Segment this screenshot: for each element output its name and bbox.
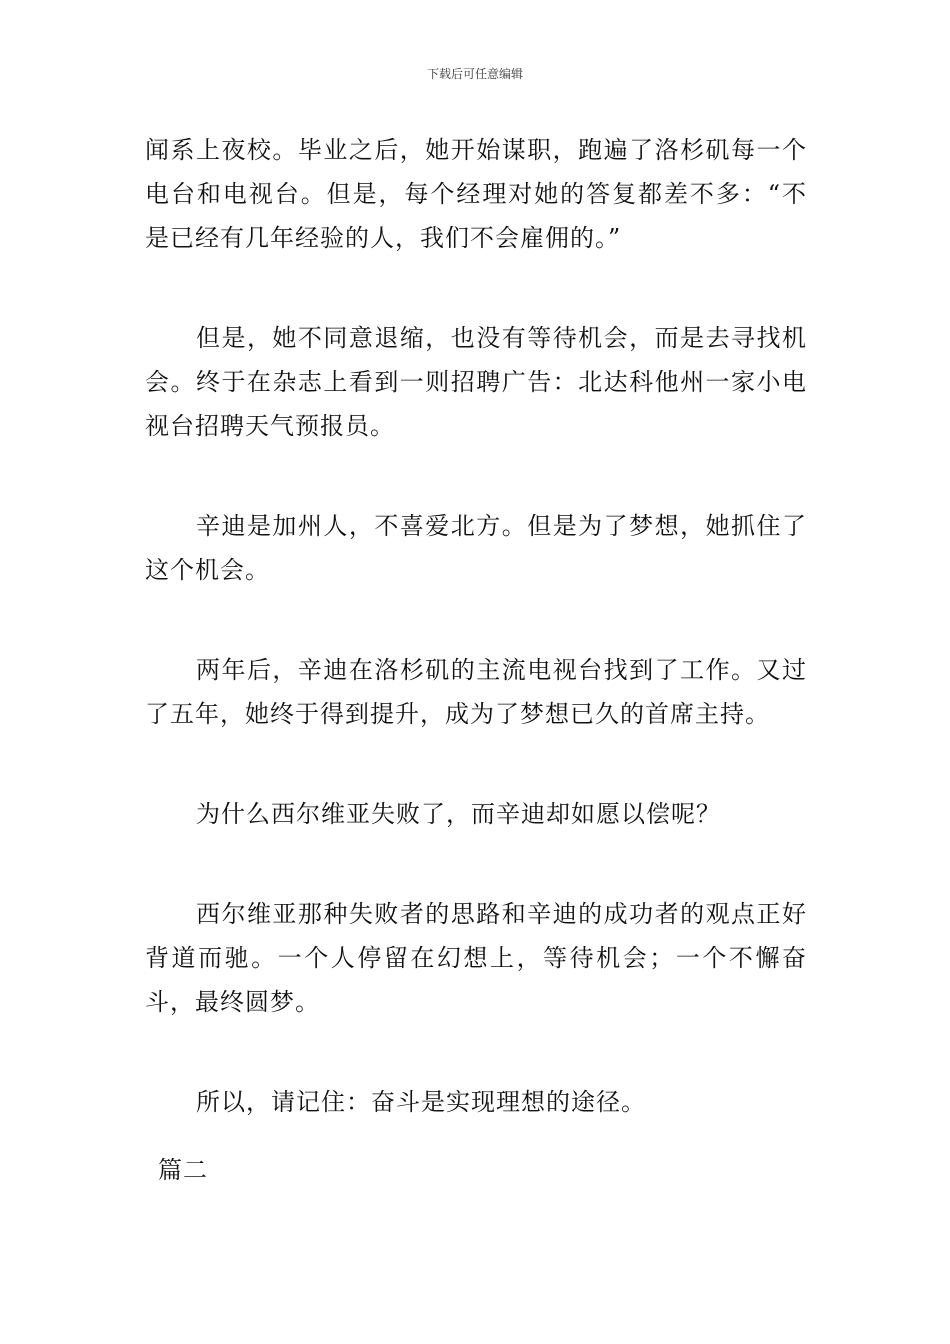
paragraph-2: 但是，她不同意退缩，也没有等待机会，而是去寻找机会。终于在杂志上看到一则招聘广告：北达科他州一家小电视台招聘天气预报员。	[145, 324, 807, 440]
document-body	[145, 128, 807, 1124]
paragraph-5: 为什么西尔维亚失败了，而辛迪却如愿以偿呢？	[196, 800, 721, 828]
paragraph-7: 所以，请记住：奋斗是实现理想的途径。	[196, 1088, 646, 1116]
paragraph-1: 闻系上夜校。毕业之后，她开始谋职，跑遍了洛杉矶每一个电台和电视台。但是，每个经理对她的答复都差不多：“不是已经有几年经验的人，我们不会雇佣的。”	[145, 136, 807, 252]
page-header: 下载后可任意编辑	[426, 67, 523, 81]
paragraph-3: 辛迪是加州人，不喜爱北方。但是为了梦想，她抓住了这个机会。	[145, 512, 807, 584]
paragraph-4: 两年后，辛迪在洛杉矶的主流电视台找到了工作。又过了五年，她终于得到提升，成为了梦想已久的首席主持。	[145, 656, 807, 728]
paragraph-6: 西尔维亚那种失败者的思路和辛迪的成功者的观点正好背道而驰。一个人停留在幻想上，等待机会；一个不懈奋斗，最终圆梦。	[145, 900, 807, 1016]
section-label: 篇二	[158, 1156, 208, 1184]
